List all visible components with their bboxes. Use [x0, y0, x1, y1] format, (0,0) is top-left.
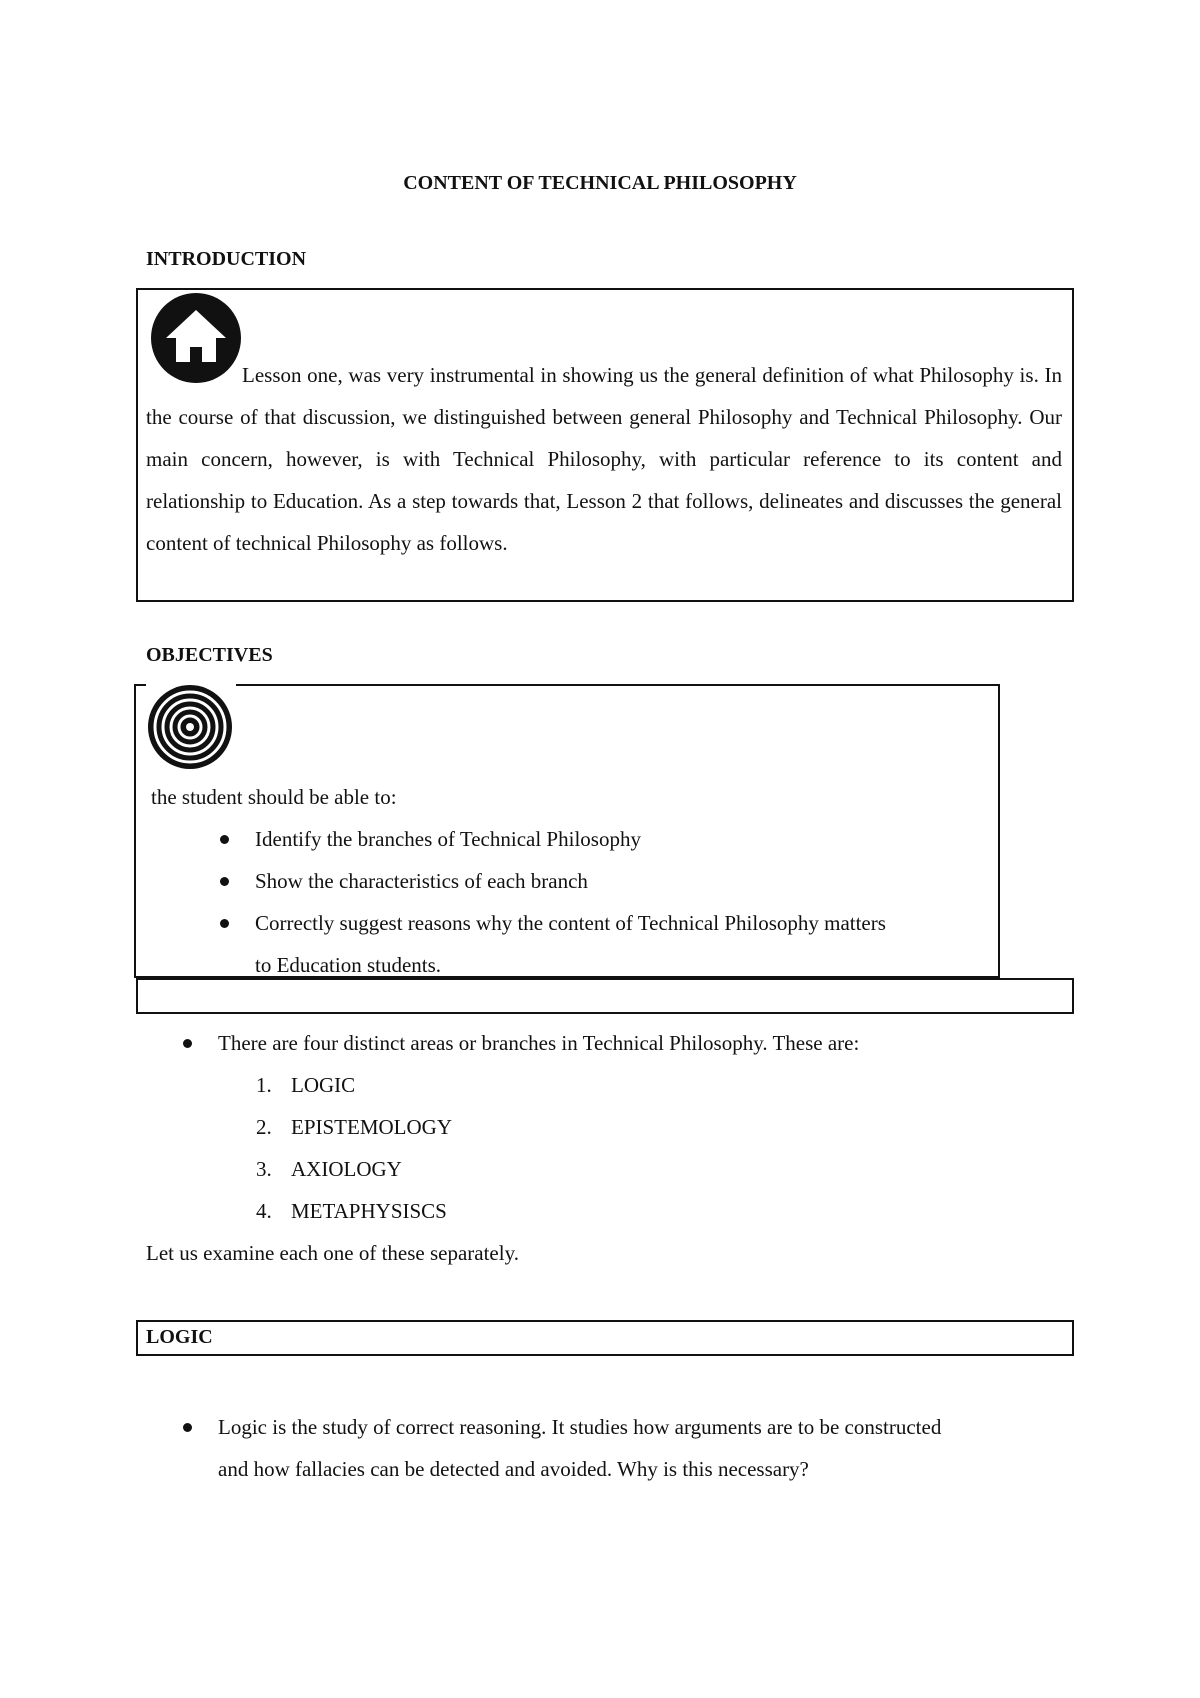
introduction-heading: INTRODUCTION [146, 248, 307, 270]
objective-item: Correctly suggest reasons why the content of Technical Philosophy matters [220, 902, 886, 944]
branch-item: 3. AXIOLOGY [256, 1157, 402, 1181]
bullet-icon [183, 1039, 192, 1048]
bullet-icon [183, 1423, 192, 1432]
branch-item: 1. LOGIC [256, 1073, 356, 1097]
branches-intro: There are four distinct areas or branches in Technical Philosophy. These are: [183, 1022, 859, 1064]
target-icon [146, 684, 236, 770]
branch-item: 2. EPISTEMOLOGY [256, 1115, 452, 1139]
objective-item: Identify the branches of Technical Philosophy [220, 818, 641, 860]
objectives-lead: the student should be able to: [151, 785, 397, 809]
objectives-heading: OBJECTIVES [146, 644, 273, 666]
introduction-text: Lesson one, was very instrumental in showing us the general definition of what Philosophy is. In the course of that discussion, we distinguished between general Philosophy and Technical Philosophy. Our main concern, however, is with Technical Philosophy, with particular reference to its content and relationship to Education. As a step towards that, Lesson 2 that follows, delineates and discusses the general content of technical Philosophy as follows. [146, 363, 1062, 555]
logic-heading: LOGIC [146, 1326, 213, 1348]
page-title: CONTENT OF TECHNICAL PHILOSOPHY [403, 172, 797, 194]
logic-bullet-continuation: and how fallacies can be detected and avoided. Why is this necessary? [218, 1457, 809, 1481]
bullet-icon [220, 835, 229, 844]
bullet-icon [220, 919, 229, 928]
objective-item-continuation: to Education students. [255, 953, 442, 977]
bullet-icon [220, 877, 229, 886]
branch-item: 4. METAPHYSISCS [256, 1199, 447, 1223]
branches-closing: Let us examine each one of these separately. [146, 1241, 519, 1265]
logic-heading-box [136, 1320, 1074, 1356]
objective-item: Show the characteristics of each branch [220, 860, 588, 902]
empty-box [136, 978, 1074, 1014]
logic-bullet: Logic is the study of correct reasoning. It studies how arguments are to be constructed [183, 1406, 941, 1448]
